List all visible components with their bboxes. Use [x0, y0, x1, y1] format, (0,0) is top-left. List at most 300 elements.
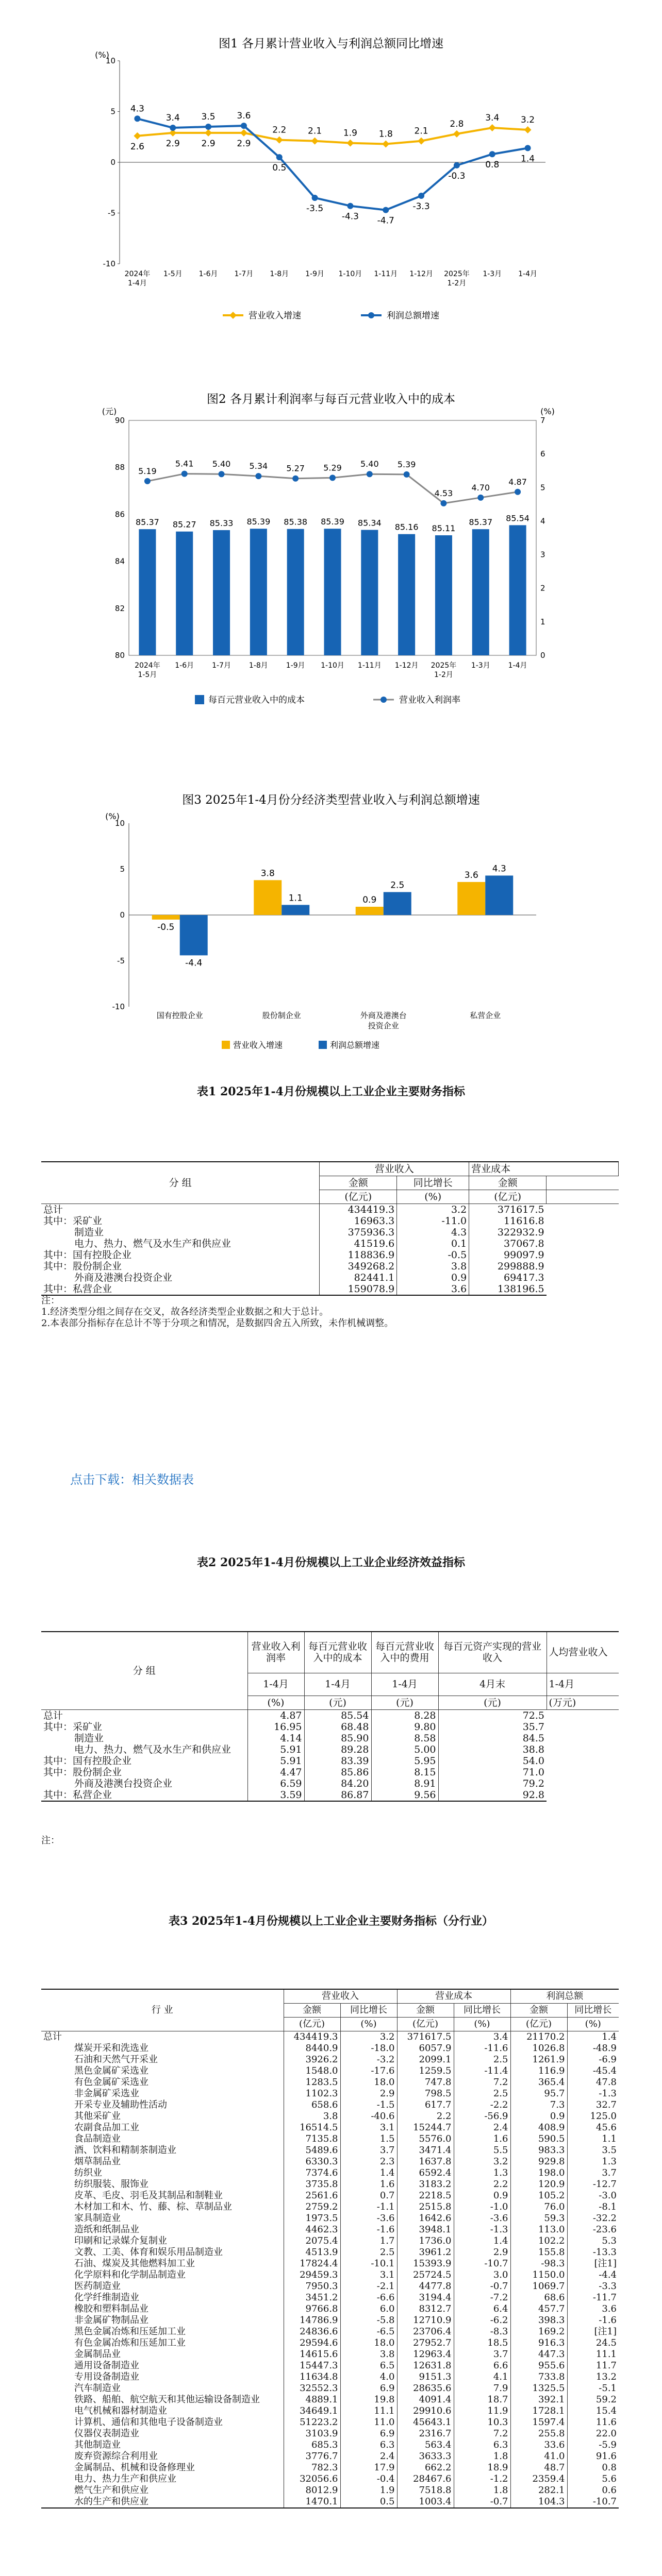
table2-unit4: (元): [438, 1696, 547, 1709]
cell-value: 11.6: [595, 2417, 617, 2428]
chart2-legend-marker-rate: [380, 697, 387, 703]
chart1: [0, 0, 662, 335]
table-row: [41, 2462, 619, 2473]
table1-header-amount: 金额: [320, 1176, 397, 1190]
cell-value: 3.5: [602, 2145, 617, 2156]
row-label: 通用设备制造业: [41, 2360, 284, 2371]
chart1-point-profit: [454, 162, 460, 168]
chart2-ytick-left: 88: [114, 463, 125, 472]
chart1-point-profit: [525, 145, 531, 151]
cell-value: 12710.9: [397, 2315, 454, 2326]
table3-h-amt1: 金额: [284, 2004, 340, 2018]
chart2-bar: [213, 530, 230, 655]
chart1-xtick-label: 2024年: [124, 270, 151, 278]
table-row: [41, 1721, 619, 1733]
row-label: 农副食品加工业: [41, 2122, 284, 2133]
chart2-line-label: 4.70: [471, 482, 490, 493]
table2-unit5: (万元): [547, 1696, 619, 1709]
table-row: [41, 2337, 619, 2349]
row-label: 其中：采矿业: [41, 1721, 247, 1733]
chart3-bar: [384, 892, 411, 916]
cell-value: 929.8: [510, 2156, 567, 2167]
table2-unit2: (元): [304, 1696, 371, 1709]
chart3-bar: [457, 882, 485, 915]
cell-value: -0.7: [454, 2496, 510, 2508]
row-label: 铁路、船舶、航空航天和其他运输设备制造业: [41, 2394, 284, 2405]
cell-value: 51223.2: [284, 2417, 340, 2428]
cell-value: 19.8: [340, 2394, 397, 2405]
cell-value: 45.6: [595, 2122, 617, 2133]
cell-value: 15244.7: [397, 2122, 454, 2133]
chart2-profit-rate-point: [367, 471, 373, 477]
cell-value: 371617.5: [497, 1204, 544, 1215]
cell-value: 3.7: [340, 2145, 397, 2156]
cell-value: 7950.3: [284, 2281, 340, 2292]
cell-value: 22.0: [595, 2428, 617, 2439]
cell-value: -5.8: [340, 2315, 397, 2326]
cell-value: 2.2: [397, 2111, 454, 2122]
cell-value: 3103.9: [284, 2428, 340, 2439]
cell-value: 916.3: [510, 2337, 567, 2349]
cell-value: 68.6: [510, 2292, 567, 2303]
table2-header-profit-rate: 营业收入利润率: [247, 1632, 304, 1673]
cell-value: 1.4: [602, 2031, 617, 2042]
chart2-line-label: 5.34: [249, 461, 268, 471]
chart2-line-label: 4.87: [508, 477, 527, 487]
cell-value: 48.7: [510, 2462, 567, 2473]
cell-value: 12631.8: [397, 2360, 454, 2371]
chart2-ytick-right: 7: [540, 416, 545, 425]
cell-value: 0.7: [340, 2190, 397, 2201]
chart3-bar: [254, 880, 282, 915]
cell-value: 32056.6: [284, 2473, 340, 2485]
chart1-data-label: 2.1: [414, 126, 428, 137]
chart1-xtick-label: 1-3月: [483, 270, 502, 278]
cell-value: -3.3: [599, 2281, 617, 2292]
cell-value: 24.5: [595, 2337, 617, 2348]
row-label: 木材加工和木、竹、藤、棕、草制品业: [41, 2201, 284, 2213]
chart2-xtick-label: 1-10月: [321, 662, 344, 670]
cell-value: -1.6: [599, 2315, 617, 2326]
chart2-bar: [509, 525, 526, 655]
cell-value: 4.3: [397, 1227, 469, 1238]
cell-value: 85.86: [304, 1767, 371, 1778]
cell-value: 2759.2: [284, 2201, 340, 2213]
cell-value: -11.4: [454, 2065, 510, 2077]
table-row: [41, 1227, 619, 1238]
chart1-point-profit: [205, 124, 211, 130]
chart1-point-revenue: [205, 129, 212, 137]
cell-value: 29459.3: [284, 2269, 340, 2281]
cell-value: 4477.8: [397, 2281, 454, 2292]
table-row: [41, 2405, 619, 2417]
chart3-xtick-label: 外商及港澳台: [360, 1011, 407, 1020]
table3-h-amt2: 金额: [397, 2004, 454, 2018]
table3-h-gr2: 同比增长: [454, 2004, 510, 2018]
table1-header-group: 分 组: [41, 1162, 320, 1204]
cell-value: 8012.9: [284, 2485, 340, 2496]
table-row: [41, 2122, 619, 2133]
cell-value: 155.8: [510, 2247, 567, 2258]
chart1-data-label: -3.3: [412, 201, 430, 212]
chart2-bar-label: 85.37: [136, 517, 159, 528]
chart2-xtick-label: 1-8月: [249, 662, 268, 670]
table3: [41, 1989, 619, 2509]
cell-value: -7.2: [454, 2292, 510, 2303]
row-label: 家具制造业: [41, 2213, 284, 2224]
cell-value: 33.6: [510, 2439, 567, 2451]
cell-value: 92.8: [438, 1789, 547, 1801]
row-label: 电力、热力生产和供应业: [41, 2473, 284, 2485]
chart1-data-label: 0.8: [485, 160, 500, 171]
note-line: 1.经济类型分组之间存在交叉，故各经济类型企业数据之和大于总计。: [41, 1307, 329, 1317]
cell-value: 86.87: [304, 1789, 371, 1801]
cell-value: 6.9: [340, 2383, 397, 2394]
chart1-svg: [0, 0, 662, 335]
cell-value: 6.4: [454, 2303, 510, 2315]
chart2-line-label: 5.19: [138, 466, 157, 476]
table-row: [41, 2213, 619, 2224]
row-label: 其中：股份制企业: [41, 1767, 247, 1778]
row-label: 文教、工美、体育和娱乐用品制造业: [41, 2247, 284, 2258]
chart3-ytick-label: -5: [117, 956, 125, 965]
chart2-title: 图2 各月累计利润率与每百元营业收入中的成本: [207, 393, 455, 406]
table-row: [41, 2043, 619, 2054]
table-row: [41, 2235, 619, 2247]
chart2-bar-label: 85.33: [209, 518, 234, 528]
chart2-xtick-label: 1-7月: [212, 662, 231, 670]
table3-header-profit: 利润总额: [510, 1989, 619, 2004]
cell-value: -0.4: [340, 2473, 397, 2485]
table3-h-unit1: (亿元): [284, 2018, 340, 2031]
table-row: [41, 2281, 619, 2292]
chart1-point-profit: [170, 125, 176, 131]
row-label: 总计: [41, 1709, 247, 1721]
row-label: 总计: [41, 2031, 284, 2043]
table-row: [41, 1272, 619, 1283]
table-row: [41, 2054, 619, 2065]
chart2-ytick-left: 82: [114, 603, 125, 613]
cell-value: 782.3: [284, 2462, 340, 2473]
cell-value: 7.9: [454, 2383, 510, 2394]
chart1-data-label: 2.8: [450, 118, 464, 129]
chart1-data-label: -4.3: [341, 211, 359, 222]
chart2-bar-label: 85.16: [394, 522, 419, 532]
cell-value: 3.8: [284, 2111, 340, 2122]
cell-value: -10.7: [567, 2496, 619, 2508]
cell-value: 45643.1: [397, 2417, 454, 2428]
cell-value: 2.5: [454, 2088, 510, 2099]
cell-value: 733.8: [510, 2371, 567, 2383]
cell-value: 365.4: [510, 2077, 567, 2088]
cell-value: -3.2: [340, 2054, 397, 2065]
cell-value: 299888.9: [497, 1261, 544, 1272]
row-label: 黑色金属冶炼和压延加工业: [41, 2326, 284, 2337]
chart2-line-label: 4.53: [434, 488, 453, 498]
cell-value: 84.5: [522, 1732, 544, 1744]
table-row: [41, 2145, 619, 2156]
cell-value: -48.9: [592, 2043, 617, 2054]
chart2-profit-rate-point: [329, 474, 336, 481]
cell-value: -1.6: [340, 2224, 397, 2235]
chart2-ytick-right: 6: [540, 449, 545, 459]
chart1-ytick-label: -10: [103, 259, 115, 268]
chart2-bar: [398, 534, 415, 655]
cell-value: 32.7: [595, 2099, 617, 2110]
chart1-xtick-label: 1-4月: [518, 270, 538, 278]
chart3-bar-label: 3.8: [260, 868, 275, 879]
cell-value: 282.1: [510, 2485, 567, 2496]
chart1-data-label: -0.3: [448, 171, 466, 181]
table3-h-gr3: 同比增长: [567, 2004, 619, 2018]
row-label: 非金属矿物制品业: [41, 2315, 284, 2326]
row-label: 其中：国有控股企业: [41, 1755, 247, 1767]
table2-period5: 1-4月: [547, 1673, 619, 1696]
row-label: 电力、热力、燃气及水生产和供应业: [41, 1744, 247, 1755]
row-label: 其他制造业: [41, 2439, 284, 2451]
cell-value: 1283.5: [284, 2077, 340, 2088]
chart1-point-profit: [489, 151, 495, 157]
chart1-title: 图1 各月累计营业收入与利润总额同比增速: [219, 37, 443, 50]
table-row: [41, 1709, 619, 1721]
cell-value: 32552.3: [284, 2383, 340, 2394]
cell-value: 255.8: [510, 2428, 567, 2439]
row-label: 总计: [41, 1204, 320, 1216]
cell-value: 3735.8: [284, 2179, 340, 2190]
row-label: 专用设备制造业: [41, 2371, 284, 2383]
cell-value: 159078.9: [320, 1283, 397, 1295]
cell-value: 349268.2: [320, 1261, 397, 1272]
cell-value: -23.6: [592, 2224, 617, 2235]
cell-value: 685.3: [284, 2439, 340, 2451]
chart1-point-profit: [418, 193, 424, 199]
cell-value: 6592.4: [397, 2167, 454, 2179]
table-row: [41, 2473, 619, 2485]
cell-value: 398.3: [510, 2315, 567, 2326]
cell-value: 99097.9: [504, 1249, 544, 1261]
cell-value: 457.7: [510, 2303, 567, 2315]
chart3-bar: [180, 915, 208, 955]
chart2-profit-rate-point: [404, 471, 410, 478]
cell-value: -1.5: [340, 2099, 397, 2111]
cell-value: -11.0: [397, 1215, 469, 1227]
cell-value: 1259.5: [397, 2065, 454, 2077]
cell-value: -3.6: [340, 2213, 397, 2224]
chart1-data-label: 1.9: [343, 128, 357, 139]
chart1-xtick-label: 1-10月: [338, 270, 362, 278]
cell-value: -18.0: [340, 2043, 397, 2054]
cell-value: 1069.7: [510, 2281, 567, 2292]
row-label: 外商及港澳台投资企业: [41, 1272, 320, 1283]
cell-value: 41519.6: [320, 1238, 397, 1249]
cell-value: 6.0: [340, 2303, 397, 2315]
cell-value: 4.47: [247, 1767, 304, 1778]
cell-value: 34649.1: [284, 2405, 340, 2417]
cell-value: 590.5: [510, 2133, 567, 2145]
table3-title: 表3 2025年1-4月份规模以上工业企业主要财务指标（分行业）: [169, 1914, 493, 1928]
table-row: [41, 2269, 619, 2281]
cell-value: 38.8: [522, 1743, 544, 1755]
cell-value: 95.7: [510, 2088, 567, 2099]
chart2-svg: [0, 371, 662, 721]
cell-value: -45.4: [592, 2065, 617, 2076]
cell-value: 5.5: [454, 2145, 510, 2156]
chart1-ytick-label: 0: [110, 158, 115, 167]
chart2-line-label: 5.39: [397, 459, 416, 469]
table-row: [41, 2417, 619, 2428]
cell-value: 5576.0: [397, 2133, 454, 2145]
row-label: 黑色金属矿采选业: [41, 2065, 284, 2077]
row-label: 煤炭开采和洗选业: [41, 2043, 284, 2054]
chart2-profit-rate-point: [181, 471, 188, 477]
chart2-xtick-label: 1-12月: [394, 662, 419, 670]
cell-value: 102.2: [510, 2235, 567, 2247]
cell-value: 1470.1: [284, 2496, 340, 2508]
cell-value: 13.2: [595, 2371, 617, 2382]
row-label: 石油和天然气开采业: [41, 2054, 284, 2065]
cell-value: -6.9: [599, 2054, 617, 2065]
table2-unit3: (元): [371, 1696, 438, 1709]
cell-value: 23706.4: [397, 2326, 454, 2337]
cell-value: 29910.6: [397, 2405, 454, 2417]
chart1-data-label: 2.9: [237, 138, 251, 149]
table3-header-revenue: 营业收入: [284, 1989, 397, 2004]
chart1-data-label: 4.3: [130, 104, 144, 114]
cell-value: 113.0: [510, 2224, 567, 2235]
cell-value: 2.4: [340, 2451, 397, 2462]
chart2-xtick-label: 1-9月: [286, 662, 305, 670]
chart3: [0, 783, 662, 1113]
cell-value: 41.0: [510, 2451, 567, 2462]
cell-value: 71.0: [522, 1766, 544, 1778]
table-row: [41, 2065, 619, 2077]
table-row: [41, 2133, 619, 2145]
cell-value: -56.9: [454, 2111, 510, 2122]
cell-value: 76.0: [510, 2201, 567, 2213]
cell-value: -5.9: [599, 2439, 617, 2450]
cell-value: 1261.9: [510, 2054, 567, 2065]
cell-value: -10.7: [454, 2258, 510, 2269]
row-label: 计算机、通信和其他电子设备制造业: [41, 2417, 284, 2428]
cell-value: 11.7: [595, 2360, 617, 2371]
cell-value: -12.7: [592, 2179, 617, 2190]
chart1-point-profit: [347, 203, 353, 209]
cell-value: 9766.8: [284, 2303, 340, 2315]
cell-value: 5.91: [247, 1744, 304, 1755]
cell-value: -4.4: [599, 2269, 617, 2280]
chart3-svg: [0, 783, 662, 1113]
chart3-bar-label: 0.9: [362, 894, 377, 905]
chart2-xtick-label: 1-4月: [508, 662, 527, 670]
chart2-ytick-right: 2: [540, 583, 545, 593]
cell-value: 0.9: [454, 2190, 510, 2201]
cell-value: 116.9: [510, 2065, 567, 2077]
chart1-xtick-label: 1-6月: [198, 270, 218, 278]
table-row: [41, 2292, 619, 2303]
download-link[interactable]: 点击下载：相关数据表: [70, 1472, 194, 1487]
cell-value: -5.1: [599, 2383, 617, 2394]
chart2-bar-label: 85.54: [506, 513, 529, 523]
table-row: [41, 1755, 619, 1767]
chart1-point-revenue: [311, 138, 319, 145]
cell-value: 10.3: [454, 2417, 510, 2428]
cell-value: 4462.3: [284, 2224, 340, 2235]
cell-value: 1.7: [340, 2235, 397, 2247]
table-row: [41, 1283, 619, 1295]
row-label: 金属制品业: [41, 2349, 284, 2360]
cell-value: 104.3: [510, 2496, 567, 2508]
cell-value: 3.59: [247, 1789, 304, 1801]
chart1-legend-marker-revenue: [229, 312, 237, 319]
cell-value: 91.6: [595, 2451, 617, 2462]
chart1-point-revenue: [134, 132, 141, 140]
cell-value: 105.2: [510, 2190, 567, 2201]
chart2-xtick-label: 1-11月: [357, 662, 382, 670]
cell-value: 0.9: [397, 1272, 469, 1283]
cell-value: 3471.4: [397, 2145, 454, 2156]
table3-header-cost: 营业成本: [397, 1989, 510, 2004]
chart1-data-label: 3.4: [166, 113, 180, 124]
cell-value: 1.9: [340, 2485, 397, 2496]
chart2-line-label: 5.40: [360, 459, 379, 469]
chart2-line-label: 5.27: [286, 463, 305, 473]
cell-value: 375936.3: [320, 1227, 397, 1238]
cell-value: 658.6: [284, 2099, 340, 2111]
cell-value: 1.8: [454, 2451, 510, 2462]
chart2-legend-label: 营业收入利润率: [399, 695, 460, 705]
cell-value: 3633.3: [397, 2451, 454, 2462]
cell-value: 11616.8: [504, 1215, 544, 1227]
chart2-legend-label: 每百元营业收入中的成本: [208, 695, 305, 705]
table-row: [41, 2394, 619, 2405]
cell-value: 25724.5: [397, 2269, 454, 2281]
table-row: [41, 1744, 619, 1755]
cell-value: 17824.4: [284, 2258, 340, 2269]
cell-value: 3.8: [340, 2349, 397, 2360]
chart1-legend-label: 利润总额增速: [387, 311, 439, 321]
table2-period1: 1-4月: [247, 1673, 304, 1696]
cell-value: 3948.1: [397, 2224, 454, 2235]
row-label: 其中：私营企业: [41, 1283, 320, 1295]
table-row: [41, 1249, 619, 1261]
cell-value: -40.6: [340, 2111, 397, 2122]
row-label: 酒、饮料和精制茶制造业: [41, 2145, 284, 2156]
cell-value: 11.1: [340, 2405, 397, 2417]
chart2-bar: [361, 530, 378, 655]
cell-value: 24836.6: [284, 2326, 340, 2337]
chart3-ytick-label: 0: [120, 910, 125, 920]
cell-value: 7.3: [510, 2099, 567, 2111]
chart2-profit-rate-point: [144, 478, 151, 484]
cell-value: 6.5: [340, 2360, 397, 2371]
cell-value: 1728.1: [510, 2405, 567, 2417]
table-row: [41, 2315, 619, 2326]
cell-value: 1.8: [454, 2485, 510, 2496]
row-label: 其中：采矿业: [41, 1215, 320, 1227]
cell-value: 1150.0: [510, 2269, 567, 2281]
cell-value: 9151.3: [397, 2371, 454, 2383]
cell-value: 7.2: [454, 2428, 510, 2439]
table-row: [41, 2111, 619, 2122]
cell-value: -2.1: [340, 2281, 397, 2292]
cell-value: 3.6: [397, 1283, 469, 1295]
chart3-legend-label: 利润总额增速: [330, 1040, 380, 1050]
chart1-data-label: 3.6: [237, 111, 251, 122]
table2: [41, 1631, 619, 1802]
table2-header-per-capita: 人均营业收入: [547, 1632, 619, 1673]
cell-value: 1973.5: [284, 2213, 340, 2224]
table-row: [41, 2349, 619, 2360]
